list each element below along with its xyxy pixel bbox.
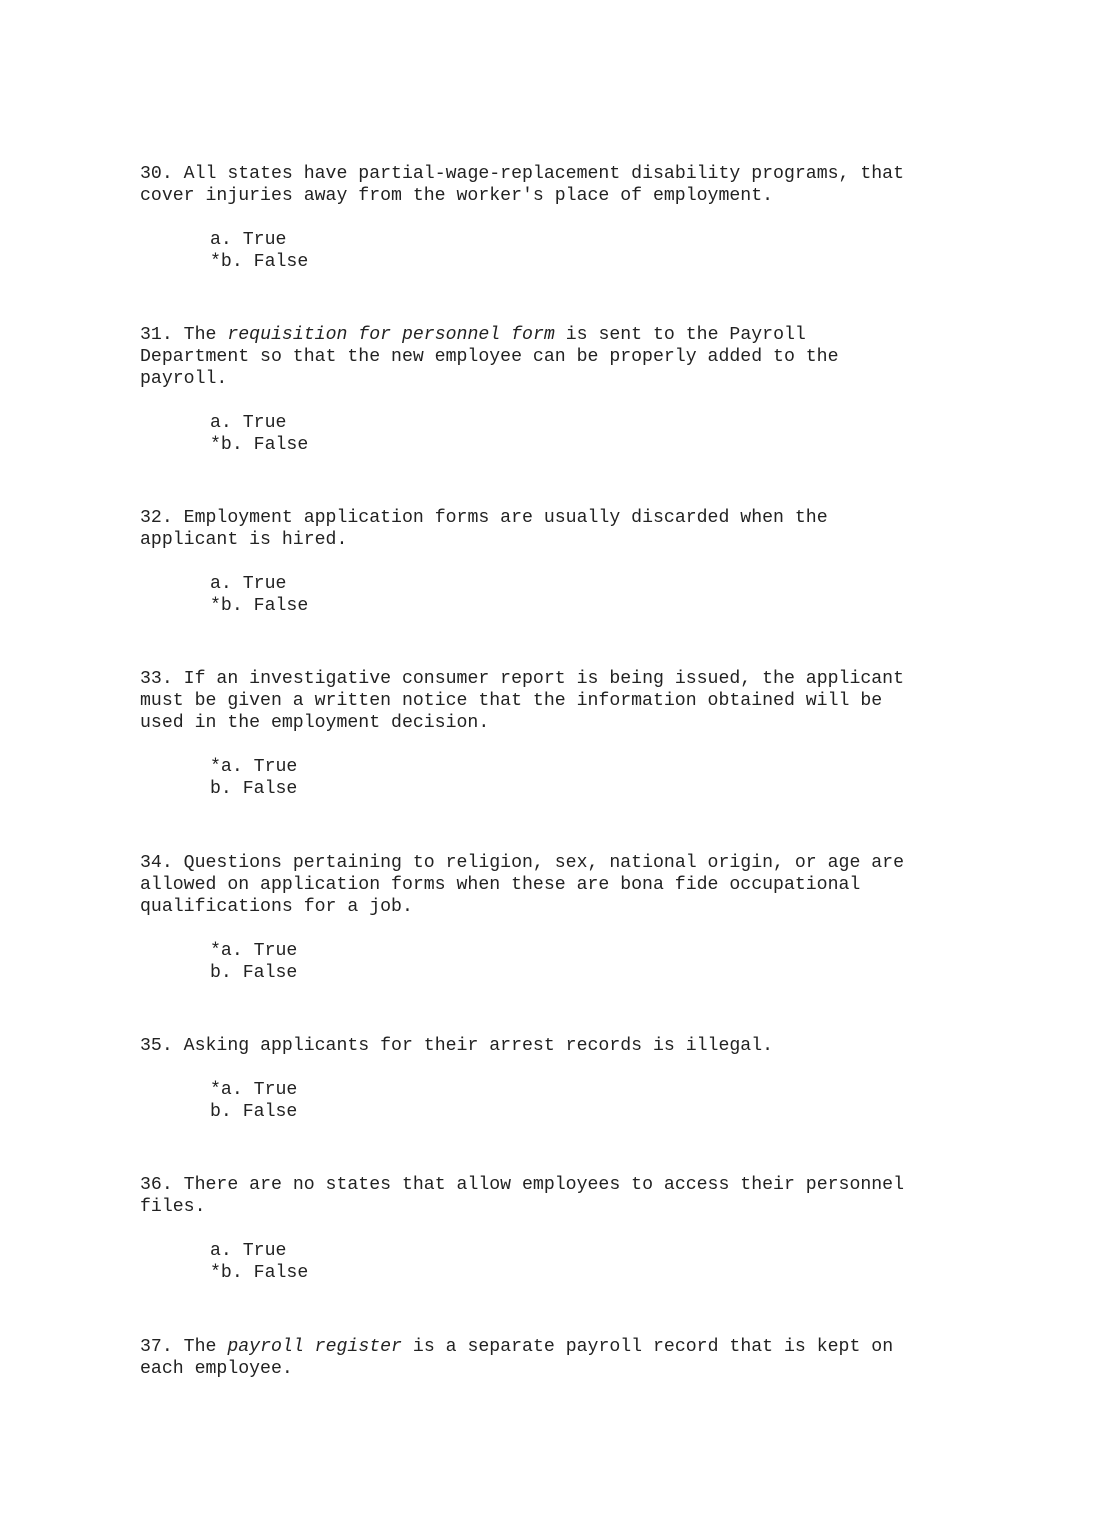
italic-term: requisition for personnel form — [227, 325, 555, 345]
question-number: 30. — [140, 164, 173, 184]
question-line — [140, 1174, 1000, 1196]
question-number: 33. — [140, 669, 173, 689]
question-text — [140, 324, 1000, 390]
question-line — [140, 874, 1000, 896]
question-34 — [140, 852, 1000, 984]
answer-options — [210, 1240, 1000, 1284]
question-text — [140, 507, 1000, 551]
question-number: 34. — [140, 853, 173, 873]
answer-option: *b. False — [210, 596, 309, 616]
question-number: 35. — [140, 1036, 173, 1056]
question-text-segment: There are no states that allow employees to access their personnel — [183, 1175, 905, 1195]
question-text-segment: is a separate payroll record that is kept on — [401, 1337, 894, 1357]
question-text-segment: All states have partial-wage-replacement disability programs, that — [183, 164, 905, 184]
question-line — [140, 346, 1000, 368]
question-text — [140, 1336, 1000, 1380]
answer-option: b. False — [210, 963, 298, 983]
question-line — [140, 1358, 1000, 1380]
answer-option: a. True — [210, 413, 287, 433]
question-line — [140, 1196, 1000, 1218]
answer-option: b. False — [210, 1102, 298, 1122]
question-line — [140, 1336, 1000, 1358]
question-line — [140, 852, 1000, 874]
question-number: 31. — [140, 325, 173, 345]
question-text-segment: applicant is hired. — [140, 530, 348, 550]
question-line — [140, 324, 1000, 346]
question-line — [140, 668, 1000, 690]
question-text-segment: If an investigative consumer report is being issued, the applicant — [183, 669, 905, 689]
question-text-segment: cover injuries away from the worker's place of employment. — [140, 186, 774, 206]
answer-option: *b. False — [210, 252, 309, 272]
question-text-segment: qualifications for a job. — [140, 897, 413, 917]
question-31 — [140, 324, 1000, 456]
answer-option: a. True — [210, 574, 287, 594]
question-text — [140, 852, 1000, 918]
question-line — [140, 507, 1000, 529]
question-number: 36. — [140, 1175, 173, 1195]
question-text-segment: Employment application forms are usually discarded when the — [183, 508, 828, 528]
answer-option: b. False — [210, 779, 298, 799]
question-text — [140, 163, 1000, 207]
question-line — [140, 163, 1000, 185]
answer-options — [210, 1079, 1000, 1123]
question-text-segment: files. — [140, 1197, 206, 1217]
question-text-segment: The — [183, 1337, 228, 1357]
question-text-segment: payroll. — [140, 369, 228, 389]
question-36 — [140, 1174, 1000, 1284]
answer-option: *a. True — [210, 1080, 298, 1100]
question-line — [140, 368, 1000, 390]
question-35 — [140, 1035, 1000, 1123]
question-33 — [140, 668, 1000, 800]
question-text — [140, 668, 1000, 734]
question-text-segment: Questions pertaining to religion, sex, national origin, or age are — [183, 853, 905, 873]
question-line — [140, 529, 1000, 551]
question-line — [140, 185, 1000, 207]
question-number: 32. — [140, 508, 173, 528]
question-text-segment: allowed on application forms when these are bona fide occupational — [140, 875, 861, 895]
answer-option: *a. True — [210, 757, 298, 777]
answer-options — [210, 756, 1000, 800]
document-page — [140, 163, 1000, 1380]
answer-options — [210, 940, 1000, 984]
question-line — [140, 712, 1000, 734]
question-text-segment: each employee. — [140, 1359, 293, 1379]
answer-option: a. True — [210, 1241, 287, 1261]
answer-option: *b. False — [210, 435, 309, 455]
question-text-segment: Asking applicants for their arrest records is illegal. — [183, 1036, 774, 1056]
answer-options — [210, 573, 1000, 617]
question-line — [140, 896, 1000, 918]
question-text-segment: Department so that the new employee can be properly added to the — [140, 347, 839, 367]
question-number: 37. — [140, 1337, 173, 1357]
question-text-segment: is sent to the Payroll — [554, 325, 806, 345]
question-30 — [140, 163, 1000, 273]
question-text — [140, 1174, 1000, 1218]
question-37 — [140, 1336, 1000, 1380]
italic-term: payroll register — [227, 1337, 402, 1357]
question-line — [140, 690, 1000, 712]
question-text-segment: must be given a written notice that the information obtained will be — [140, 691, 883, 711]
question-text — [140, 1035, 1000, 1057]
answer-options — [210, 412, 1000, 456]
answer-options — [210, 229, 1000, 273]
question-text-segment: used in the employment decision. — [140, 713, 490, 733]
question-line — [140, 1035, 1000, 1057]
answer-option: *a. True — [210, 941, 298, 961]
question-text-segment: The — [183, 325, 228, 345]
answer-option: a. True — [210, 230, 287, 250]
question-32 — [140, 507, 1000, 617]
answer-option: *b. False — [210, 1263, 309, 1283]
